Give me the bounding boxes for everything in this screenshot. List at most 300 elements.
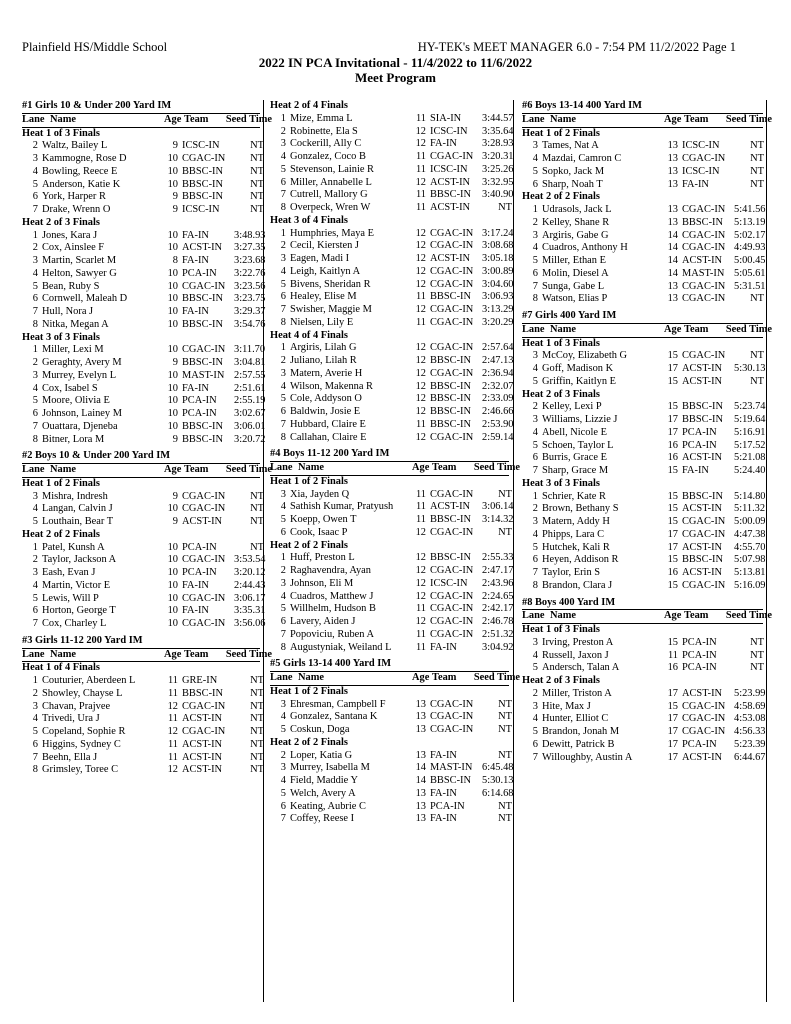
- swimmer-age: 13: [415, 787, 426, 799]
- swimmer-name: Miller, Ethan E: [542, 255, 606, 266]
- team-code: CGAC-IN: [182, 726, 226, 737]
- swimmer-age: 13: [415, 724, 426, 735]
- seed-time: 3:35.64: [482, 125, 514, 137]
- seed-time: NT: [498, 202, 512, 213]
- swimmer-age: 12: [415, 380, 426, 392]
- team-code: CGAC-IN: [182, 503, 226, 515]
- entry-row: [22, 738, 264, 752]
- entry-row: [22, 541, 264, 555]
- lane-number: 3: [32, 567, 38, 578]
- swimmer-age: 10: [167, 541, 178, 553]
- seed-time: 2:57.55: [234, 369, 266, 381]
- entry-row: [522, 267, 766, 281]
- seed-time: 4:53.08: [734, 713, 766, 725]
- entry-row: [522, 426, 766, 440]
- swimmer-age: 11: [415, 418, 426, 430]
- event-block: [22, 634, 272, 777]
- team-code: BBSC-IN: [682, 554, 723, 566]
- header-seed-time: Seed Time: [473, 672, 520, 683]
- swimmer-name: Martin, Victor E: [42, 579, 111, 591]
- team-code: CGAC-IN: [682, 153, 726, 164]
- header-age: Age: [164, 648, 182, 660]
- swimmer-age: 13: [415, 749, 426, 761]
- seed-time: 5:30.13: [482, 775, 514, 786]
- team-code: BBSC-IN: [182, 191, 223, 203]
- swimmer-age: 10: [167, 306, 178, 317]
- header-name: Name: [298, 672, 324, 683]
- column-divider: [513, 100, 514, 1002]
- team-code: CGAC-IN: [682, 280, 726, 292]
- team-code: ACST-IN: [182, 738, 223, 750]
- team-code: BBSC-IN: [430, 355, 471, 366]
- column-header-row: [22, 648, 272, 663]
- swimmer-age: 15: [667, 516, 678, 527]
- team-code: BBSC-IN: [430, 291, 471, 303]
- lane-number: 7: [32, 204, 38, 215]
- swimmer-age: 11: [415, 628, 426, 640]
- lane-number: 5: [32, 592, 38, 604]
- team-code: ACST-IN: [430, 176, 471, 188]
- seed-time: NT: [498, 488, 512, 500]
- swimmer-age: 9: [172, 433, 178, 445]
- swimmer-name: Tames, Nat A: [542, 140, 599, 152]
- entry-row: [270, 431, 514, 445]
- entry-row: [522, 567, 766, 580]
- lane-number: 3: [280, 698, 286, 710]
- entry-row: [270, 565, 514, 578]
- seed-time: 5:41.56: [734, 204, 766, 215]
- swimmer-name: York, Harper R: [42, 191, 106, 203]
- header-age: Age: [412, 672, 430, 683]
- seed-time: 3:48.93: [234, 229, 266, 241]
- header-name: Name: [550, 610, 576, 622]
- entry-row: [270, 265, 514, 279]
- swimmer-name: Trivedi, Ura J: [42, 713, 100, 725]
- swimmer-name: Sharp, Grace M: [542, 465, 609, 476]
- team-code: CGAC-IN: [430, 590, 474, 602]
- team-code: CGAC-IN: [682, 713, 726, 725]
- swimmer-name: Andersch, Talan A: [542, 662, 620, 674]
- entry-row: [522, 726, 766, 739]
- team-code: CGAC-IN: [682, 242, 726, 254]
- team-code: FA-IN: [182, 605, 209, 617]
- lane-number: 2: [532, 216, 538, 228]
- entry-row: [22, 395, 266, 408]
- lane-number: 4: [32, 165, 38, 177]
- entry-row: [270, 342, 514, 355]
- swimmer-age: 10: [167, 267, 178, 279]
- team-code: FA-IN: [182, 579, 209, 591]
- team-code: MAST-IN: [430, 762, 473, 774]
- team-code: BBSC-IN: [182, 687, 223, 699]
- seed-time: NT: [250, 713, 264, 725]
- swimmer-name: Willoughby, Austin A: [542, 751, 633, 763]
- lane-number: 8: [32, 318, 38, 330]
- seed-time: NT: [250, 687, 264, 699]
- entry-row: [22, 592, 266, 606]
- entry-row: [522, 516, 766, 529]
- entry-row: [522, 700, 766, 714]
- seed-time: NT: [498, 800, 512, 812]
- swimmer-name: McCoy, Elizabeth G: [542, 350, 628, 362]
- swimmer-age: 11: [167, 675, 178, 686]
- heat-title: Heat 3 of 4 Finals: [270, 214, 348, 226]
- entry-row: [22, 420, 266, 434]
- seed-time: 4:56.33: [734, 726, 766, 737]
- entry-row: [270, 800, 512, 814]
- seed-time: 2:42.17: [482, 603, 514, 615]
- lane-number: 8: [280, 641, 286, 653]
- event-title: #5 Girls 13-14 400 Yard IM: [270, 658, 392, 670]
- swimmer-name: Geraghty, Avery M: [42, 357, 122, 368]
- team-code: CGAC-IN: [430, 628, 474, 640]
- entry-row: [270, 488, 512, 502]
- swimmer-name: Keating, Aubrie C: [290, 800, 366, 812]
- team-code: FA-IN: [182, 382, 209, 394]
- swimmer-age: 13: [415, 711, 426, 723]
- swimmer-age: 13: [667, 293, 678, 305]
- swimmer-name: Kelley, Shane R: [542, 216, 610, 228]
- seed-time: 2:47.13: [482, 355, 514, 366]
- entry-row: [22, 490, 264, 504]
- swimmer-name: Swisher, Maggie M: [290, 304, 372, 315]
- seed-time: 5:13.81: [734, 567, 766, 578]
- swimmer-name: Abell, Nicole E: [542, 426, 607, 438]
- header-team: Team: [684, 323, 709, 335]
- swimmer-age: 17: [667, 687, 678, 699]
- swimmer-name: Drake, Wrenn O: [42, 204, 111, 215]
- team-code: ACST-IN: [182, 764, 223, 776]
- swimmer-name: Bivens, Sheridan R: [290, 278, 371, 290]
- lane-number: 6: [532, 178, 538, 190]
- swimmer-age: 10: [167, 153, 178, 164]
- entry-row: [270, 163, 514, 177]
- team-code: CGAC-IN: [430, 603, 474, 615]
- entry-row: [270, 577, 514, 591]
- seed-time: 5:02.17: [734, 229, 766, 241]
- entry-row: [522, 204, 766, 217]
- header-age: Age: [664, 323, 682, 335]
- team-code: CGAC-IN: [430, 265, 474, 277]
- entry-row: [270, 501, 514, 514]
- swimmer-age: 10: [167, 344, 178, 356]
- team-code: ACST-IN: [682, 375, 723, 387]
- team-code: BBSC-IN: [682, 414, 723, 425]
- event-title: #7 Girls 400 Yard IM: [522, 310, 617, 321]
- swimmer-age: 10: [167, 382, 178, 394]
- team-code: CGAC-IN: [430, 304, 474, 315]
- seed-time: 3:20.72: [234, 433, 266, 445]
- team-code: CGAC-IN: [430, 488, 474, 500]
- team-code: ACST-IN: [682, 687, 723, 699]
- swimmer-age: 9: [172, 516, 178, 527]
- team-code: ACST-IN: [682, 452, 723, 464]
- entry-row: [22, 433, 266, 447]
- swimmer-name: Koepp, Owen T: [290, 514, 357, 525]
- entry-row: [270, 355, 514, 368]
- seed-time: NT: [750, 636, 764, 648]
- team-code: CGAC-IN: [430, 724, 474, 735]
- lane-number: 4: [32, 382, 38, 394]
- event-title: #2 Boys 10 & Under 200 Yard IM: [22, 450, 171, 462]
- team-code: CGAC-IN: [430, 316, 474, 328]
- heat-title: Heat 2 of 2 Finals: [22, 528, 100, 540]
- swimmer-name: Griffin, Kaitlyn E: [542, 375, 616, 387]
- entry-row: [270, 711, 512, 724]
- seed-time: 3:14.32: [482, 514, 514, 525]
- swimmer-name: Johnson, Lainey M: [42, 408, 122, 419]
- team-code: SIA-IN: [430, 112, 462, 124]
- seed-time: NT: [750, 165, 764, 177]
- lane-number: 5: [532, 165, 538, 177]
- swimmer-age: 14: [667, 242, 678, 254]
- seed-time: 6:45.48: [482, 762, 514, 774]
- header-lane: Lane: [22, 648, 45, 660]
- event-block: [522, 596, 772, 765]
- swimmer-age: 13: [667, 165, 678, 177]
- header-name: Name: [550, 113, 576, 125]
- team-code: ICSC-IN: [682, 140, 720, 152]
- header-name: Name: [298, 462, 324, 473]
- heat-title: Heat 1 of 3 Finals: [22, 127, 100, 139]
- swimmer-name: Udrasols, Jack L: [542, 204, 612, 215]
- seed-time: 3:29.37: [234, 306, 266, 317]
- swimmer-age: 11: [415, 514, 426, 525]
- lane-number: 2: [532, 503, 538, 515]
- swimmer-name: Goff, Madison K: [542, 363, 614, 374]
- swimmer-name: Stevenson, Lainie R: [290, 163, 374, 175]
- lane-number: 6: [532, 554, 538, 566]
- lane-number: 4: [32, 579, 38, 591]
- seed-time: NT: [250, 516, 264, 527]
- seed-time: NT: [250, 165, 264, 177]
- entry-row: [522, 579, 766, 593]
- swimmer-name: Callahan, Claire E: [290, 431, 367, 443]
- lane-number: 6: [532, 738, 538, 750]
- header-team: Team: [432, 462, 457, 473]
- heat-title: Heat 3 of 3 Finals: [522, 477, 600, 489]
- seed-time: 3:11.70: [234, 344, 266, 356]
- lane-number: 7: [280, 418, 286, 430]
- team-code: ICSC-IN: [430, 163, 468, 175]
- swimmer-age: 16: [667, 662, 678, 674]
- lane-number: 4: [532, 649, 538, 661]
- seed-time: NT: [250, 738, 264, 750]
- seed-time: NT: [498, 724, 512, 735]
- swimmer-age: 14: [667, 267, 678, 279]
- team-code: CGAC-IN: [182, 280, 226, 292]
- entry-row: [270, 253, 514, 266]
- entry-row: [22, 764, 264, 777]
- swimmer-name: Loper, Katia G: [290, 749, 353, 761]
- seed-time: 3:04.92: [482, 641, 514, 653]
- lane-number: 1: [280, 227, 286, 239]
- entry-row: [22, 554, 266, 567]
- lane-number: 6: [532, 267, 538, 279]
- swimmer-name: Hutchek, Kali R: [542, 541, 610, 553]
- entry-row: [270, 112, 514, 126]
- swimmer-name: Nitka, Megan A: [42, 318, 109, 330]
- swimmer-name: Cox, Isabel S: [42, 382, 98, 394]
- team-code: BBSC-IN: [682, 216, 723, 228]
- header-lane: Lane: [522, 610, 545, 622]
- program-column-3: [522, 100, 772, 768]
- swimmer-age: 12: [415, 253, 426, 264]
- swimmer-age: 10: [167, 579, 178, 591]
- swimmer-name: Matern, Addy H: [542, 516, 610, 527]
- swimmer-name: Mishra, Indresh: [42, 490, 108, 502]
- swimmer-name: Waltz, Bailey L: [42, 140, 108, 152]
- swimmer-age: 15: [667, 490, 678, 502]
- header-lane: Lane: [270, 462, 293, 473]
- entry-row: [522, 242, 766, 255]
- event-title: #4 Boys 11-12 200 Yard IM: [270, 448, 390, 460]
- seed-time: 5:23.74: [734, 401, 766, 413]
- swimmer-name: Eagen, Madi I: [290, 253, 350, 264]
- entry-row: [270, 227, 514, 241]
- entry-row: [22, 357, 266, 370]
- entry-row: [522, 280, 766, 294]
- swimmer-name: Schoen, Taylor L: [542, 439, 614, 451]
- team-code: PCA-IN: [182, 267, 217, 279]
- entry-row: [522, 401, 766, 414]
- swimmer-age: 12: [415, 431, 426, 443]
- lane-number: 8: [280, 202, 286, 213]
- team-code: PCA-IN: [182, 541, 217, 553]
- seed-time: NT: [498, 813, 512, 825]
- swimmer-age: 16: [667, 452, 678, 464]
- team-code: ICSC-IN: [682, 165, 720, 177]
- lane-number: 7: [280, 813, 286, 825]
- team-code: PCA-IN: [182, 408, 217, 419]
- seed-time: 4:55.70: [734, 541, 766, 553]
- swimmer-name: Miller, Annabelle L: [290, 176, 372, 188]
- seed-time: NT: [250, 751, 264, 763]
- column-header-row: [522, 323, 772, 338]
- seed-time: 2:47.17: [482, 565, 514, 576]
- team-code: BBSC-IN: [182, 318, 223, 330]
- lane-number: 7: [532, 751, 538, 763]
- heat-title: Heat 2 of 3 Finals: [22, 216, 100, 228]
- lane-number: 6: [280, 291, 286, 303]
- swimmer-age: 10: [167, 395, 178, 407]
- swimmer-age: 10: [167, 369, 178, 381]
- entry-row: [270, 526, 512, 540]
- lane-number: 6: [32, 191, 38, 203]
- swimmer-name: Burris, Grace E: [542, 452, 607, 464]
- column-header-row: [22, 463, 272, 478]
- lane-number: 1: [280, 112, 286, 124]
- entry-row: [22, 242, 266, 255]
- team-code: PCA-IN: [430, 800, 465, 812]
- swimmer-age: 9: [172, 204, 178, 215]
- team-code: CGAC-IN: [182, 618, 226, 629]
- swimmer-age: 11: [167, 738, 178, 750]
- column-header-row: [522, 113, 772, 128]
- team-code: ACST-IN: [182, 242, 223, 254]
- column-header-row: [270, 671, 520, 686]
- swimmer-name: Cox, Charley L: [42, 618, 107, 629]
- entry-row: [22, 318, 266, 332]
- seed-time: 3:17.24: [482, 227, 514, 239]
- swimmer-age: 12: [415, 342, 426, 354]
- swimmer-age: 12: [167, 764, 178, 776]
- seed-time: 2:53.90: [482, 418, 514, 430]
- lane-number: 3: [532, 636, 538, 648]
- swimmer-name: Johnson, Eli M: [290, 577, 354, 589]
- event-block: [22, 450, 272, 631]
- lane-number: 1: [32, 344, 38, 356]
- swimmer-age: 10: [167, 605, 178, 617]
- swimmer-name: Bitner, Lora M: [42, 433, 105, 445]
- swimmer-age: 17: [667, 738, 678, 750]
- header-lane: Lane: [22, 113, 45, 125]
- swimmer-age: 14: [667, 255, 678, 266]
- entry-row: [522, 452, 766, 465]
- event-block: [270, 658, 520, 826]
- header-age: Age: [412, 462, 430, 473]
- seed-time: 5:00.09: [734, 516, 766, 527]
- program-column-2: [270, 100, 520, 830]
- swimmer-age: 15: [667, 579, 678, 591]
- lane-number: 5: [532, 662, 538, 674]
- swimmer-age: 13: [415, 813, 426, 825]
- swimmer-age: 12: [167, 726, 178, 737]
- entry-row: [270, 304, 514, 317]
- swimmer-age: 12: [415, 577, 426, 589]
- swimmer-age: 10: [167, 242, 178, 254]
- seed-time: NT: [498, 749, 512, 761]
- entry-row: [22, 503, 264, 516]
- seed-time: 2:24.65: [482, 590, 514, 602]
- swimmer-age: 11: [415, 189, 426, 201]
- header-team: Team: [184, 464, 209, 475]
- lane-number: 3: [280, 367, 286, 379]
- seed-time: 3:44.57: [482, 112, 514, 124]
- header-seed-time: Seed Time: [725, 323, 772, 335]
- entry-row: [270, 724, 512, 737]
- seed-time: 2:44.43: [234, 579, 266, 591]
- team-code: BBSC-IN: [182, 357, 223, 368]
- swimmer-name: Miller, Lexi M: [42, 344, 104, 356]
- entry-row: [522, 153, 763, 166]
- entry-row: [22, 306, 266, 319]
- swimmer-age: 17: [667, 426, 678, 438]
- swimmer-age: 12: [167, 700, 178, 712]
- lane-number: 5: [280, 603, 286, 615]
- lane-number: 2: [280, 749, 286, 761]
- team-code: PCA-IN: [682, 439, 717, 451]
- lane-number: 7: [32, 618, 38, 629]
- seed-time: 3:28.93: [482, 138, 514, 150]
- lane-number: 1: [280, 552, 286, 564]
- lane-number: 7: [532, 567, 538, 578]
- swimmer-name: Dewitt, Patrick B: [542, 738, 615, 750]
- seed-time: 2:57.64: [482, 342, 514, 354]
- lane-number: 2: [280, 565, 286, 576]
- swimmer-name: Popoviciu, Ruben A: [290, 628, 374, 640]
- entry-row: [22, 408, 266, 421]
- swimmer-name: Argiris, Lilah G: [290, 342, 357, 354]
- swimmer-name: Hull, Nora J: [42, 306, 94, 317]
- swimmer-age: 11: [415, 501, 426, 513]
- team-code: ACST-IN: [682, 567, 723, 578]
- team-code: CGAC-IN: [430, 711, 474, 723]
- header-team: Team: [184, 113, 209, 125]
- swimmer-name: Molin, Diesel A: [542, 267, 609, 279]
- team-code: BBSC-IN: [430, 514, 471, 525]
- swimmer-name: Argiris, Gabe G: [542, 229, 609, 241]
